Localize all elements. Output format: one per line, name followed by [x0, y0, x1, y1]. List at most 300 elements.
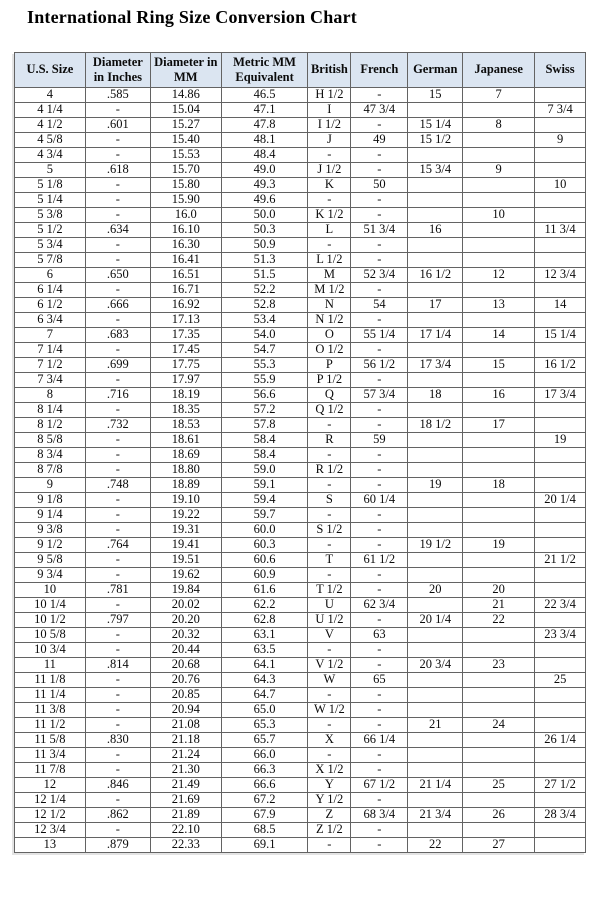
- table-cell: 23: [463, 657, 535, 672]
- table-cell: -: [351, 507, 408, 522]
- table-cell: -: [85, 207, 150, 222]
- table-cell: [535, 402, 586, 417]
- table-cell: I 1/2: [308, 117, 351, 132]
- table-cell: 16.71: [150, 282, 221, 297]
- table-cell: 11 1/8: [15, 672, 86, 687]
- table-cell: [463, 462, 535, 477]
- table-cell: -: [351, 342, 408, 357]
- table-cell: L: [308, 222, 351, 237]
- table-cell: -: [85, 432, 150, 447]
- table-cell: 50.3: [221, 222, 308, 237]
- table-cell: R: [308, 432, 351, 447]
- table-cell: [535, 207, 586, 222]
- table-row: [15, 192, 586, 207]
- table-cell: [463, 642, 535, 657]
- table-cell: [463, 147, 535, 162]
- table-cell: .764: [85, 537, 150, 552]
- table-cell: R 1/2: [308, 462, 351, 477]
- table-cell: 15: [463, 357, 535, 372]
- table-row: [15, 252, 586, 267]
- table-cell: [408, 732, 463, 747]
- table-cell: .666: [85, 297, 150, 312]
- table-cell: -: [351, 282, 408, 297]
- table-cell: -: [351, 192, 408, 207]
- table-cell: 17 3/4: [408, 357, 463, 372]
- table-cell: 9 3/8: [15, 522, 86, 537]
- table-cell: [463, 222, 535, 237]
- table-cell: 7 1/2: [15, 357, 86, 372]
- table-cell: 16.0: [150, 207, 221, 222]
- table-cell: 17.35: [150, 327, 221, 342]
- table-cell: 17: [463, 417, 535, 432]
- table-cell: .830: [85, 732, 150, 747]
- table-cell: 21.08: [150, 717, 221, 732]
- table-cell: 62.2: [221, 597, 308, 612]
- table-cell: Z 1/2: [308, 822, 351, 837]
- table-cell: .879: [85, 837, 150, 852]
- table-cell: -: [351, 837, 408, 852]
- table-cell: 17: [408, 297, 463, 312]
- table-body: [15, 87, 586, 852]
- table-cell: 68 3/4: [351, 807, 408, 822]
- table-row: [15, 162, 586, 177]
- table-cell: [408, 252, 463, 267]
- table-cell: 49.6: [221, 192, 308, 207]
- table-cell: 20: [408, 582, 463, 597]
- table-cell: 14.86: [150, 87, 221, 102]
- table-cell: 8 1/4: [15, 402, 86, 417]
- column-header-1: Diameter in Inches: [85, 53, 150, 88]
- table-cell: 16: [408, 222, 463, 237]
- table-cell: [535, 162, 586, 177]
- table-cell: 50.0: [221, 207, 308, 222]
- table-cell: 54.0: [221, 327, 308, 342]
- table-cell: 8: [463, 117, 535, 132]
- table-cell: M 1/2: [308, 282, 351, 297]
- table-row: [15, 492, 586, 507]
- table-cell: [535, 537, 586, 552]
- table-cell: 15.70: [150, 162, 221, 177]
- table-cell: S: [308, 492, 351, 507]
- table-cell: 59.1: [221, 477, 308, 492]
- table-cell: 4 3/4: [15, 147, 86, 162]
- table-row: [15, 582, 586, 597]
- table-cell: 64.3: [221, 672, 308, 687]
- table-cell: 7 3/4: [15, 372, 86, 387]
- table-cell: 25: [463, 777, 535, 792]
- table-cell: [535, 372, 586, 387]
- table-cell: 9 1/2: [15, 537, 86, 552]
- table-cell: 66.6: [221, 777, 308, 792]
- table-cell: [535, 822, 586, 837]
- table-cell: 62.8: [221, 612, 308, 627]
- table-cell: [463, 522, 535, 537]
- table-row: [15, 672, 586, 687]
- table-cell: [408, 552, 463, 567]
- table-cell: 64.1: [221, 657, 308, 672]
- table-cell: -: [308, 567, 351, 582]
- table-cell: [535, 687, 586, 702]
- table-cell: -: [308, 147, 351, 162]
- table-cell: [463, 192, 535, 207]
- table-cell: 67.9: [221, 807, 308, 822]
- table-cell: -: [351, 462, 408, 477]
- table-cell: -: [351, 537, 408, 552]
- table-cell: -: [85, 447, 150, 462]
- table-cell: 55.3: [221, 357, 308, 372]
- table-cell: 14: [535, 297, 586, 312]
- table-cell: 65.3: [221, 717, 308, 732]
- table-cell: -: [85, 132, 150, 147]
- table-cell: 11: [15, 657, 86, 672]
- table-cell: 26: [463, 807, 535, 822]
- table-cell: -: [85, 462, 150, 477]
- table-cell: 15.90: [150, 192, 221, 207]
- table-cell: 5 1/2: [15, 222, 86, 237]
- table-row: [15, 657, 586, 672]
- table-cell: 20.76: [150, 672, 221, 687]
- table-cell: -: [351, 822, 408, 837]
- table-cell: 62 3/4: [351, 597, 408, 612]
- table-cell: 7 3/4: [535, 102, 586, 117]
- table-cell: 21 3/4: [408, 807, 463, 822]
- table-cell: 27: [463, 837, 535, 852]
- table-cell: -: [85, 252, 150, 267]
- table-cell: [463, 312, 535, 327]
- table-cell: 6 1/4: [15, 282, 86, 297]
- table-row: [15, 387, 586, 402]
- table-row: [15, 522, 586, 537]
- table-cell: 21: [408, 717, 463, 732]
- table-cell: -: [308, 837, 351, 852]
- table-cell: 22.10: [150, 822, 221, 837]
- table-cell: -: [351, 762, 408, 777]
- table-cell: W: [308, 672, 351, 687]
- table-cell: -: [85, 102, 150, 117]
- table-row: [15, 717, 586, 732]
- table-cell: [535, 147, 586, 162]
- table-cell: 20.32: [150, 627, 221, 642]
- table-row: [15, 267, 586, 282]
- table-cell: -: [351, 312, 408, 327]
- table-cell: [463, 792, 535, 807]
- table-cell: 9: [15, 477, 86, 492]
- table-cell: -: [351, 447, 408, 462]
- table-cell: 54: [351, 297, 408, 312]
- table-cell: 11 3/8: [15, 702, 86, 717]
- table-row: [15, 312, 586, 327]
- table-cell: J 1/2: [308, 162, 351, 177]
- table-cell: 15.40: [150, 132, 221, 147]
- table-row: [15, 837, 586, 852]
- table-cell: 15 1/4: [408, 117, 463, 132]
- table-cell: -: [351, 252, 408, 267]
- table-cell: 7 1/4: [15, 342, 86, 357]
- table-cell: -: [85, 567, 150, 582]
- table-cell: [408, 312, 463, 327]
- table-cell: 12 3/4: [535, 267, 586, 282]
- table-cell: 18.69: [150, 447, 221, 462]
- table-row: [15, 747, 586, 762]
- table-cell: 19.31: [150, 522, 221, 537]
- table-cell: 11 1/2: [15, 717, 86, 732]
- table-row: [15, 372, 586, 387]
- table-row: [15, 792, 586, 807]
- table-cell: [408, 282, 463, 297]
- table-cell: [535, 702, 586, 717]
- table-cell: 51.5: [221, 267, 308, 282]
- table-cell: 10 5/8: [15, 627, 86, 642]
- table-cell: [535, 837, 586, 852]
- table-cell: [463, 252, 535, 267]
- table-cell: [408, 447, 463, 462]
- table-cell: 11 1/4: [15, 687, 86, 702]
- table-cell: -: [308, 192, 351, 207]
- table-row: [15, 687, 586, 702]
- table-cell: 8 3/4: [15, 447, 86, 462]
- table-cell: [408, 792, 463, 807]
- table-cell: .814: [85, 657, 150, 672]
- table-cell: -: [351, 477, 408, 492]
- table-cell: -: [85, 672, 150, 687]
- table-cell: 65: [351, 672, 408, 687]
- table-cell: -: [308, 642, 351, 657]
- table-cell: 5 7/8: [15, 252, 86, 267]
- table-cell: 4 5/8: [15, 132, 86, 147]
- table-cell: 54.7: [221, 342, 308, 357]
- table-cell: -: [351, 687, 408, 702]
- table-cell: -: [85, 597, 150, 612]
- table-cell: [463, 402, 535, 417]
- table-cell: .797: [85, 612, 150, 627]
- table-cell: -: [85, 627, 150, 642]
- table-cell: [408, 627, 463, 642]
- table-cell: -: [351, 747, 408, 762]
- table-cell: 46.5: [221, 87, 308, 102]
- table-cell: -: [351, 87, 408, 102]
- table-row: [15, 222, 586, 237]
- table-cell: 12: [15, 777, 86, 792]
- table-cell: 20 1/4: [408, 612, 463, 627]
- table-cell: W 1/2: [308, 702, 351, 717]
- header-row: [15, 53, 586, 88]
- column-header-5: French: [351, 53, 408, 88]
- table-cell: [408, 207, 463, 222]
- table-cell: 12 1/2: [15, 807, 86, 822]
- table-cell: [408, 177, 463, 192]
- table-cell: 21.18: [150, 732, 221, 747]
- table-cell: 22.33: [150, 837, 221, 852]
- table-cell: [463, 567, 535, 582]
- table-cell: 9 1/4: [15, 507, 86, 522]
- table-cell: [408, 492, 463, 507]
- table-cell: 57 3/4: [351, 387, 408, 402]
- table-cell: [408, 687, 463, 702]
- table-cell: 47 3/4: [351, 102, 408, 117]
- table-cell: 18.53: [150, 417, 221, 432]
- table-cell: [463, 492, 535, 507]
- table-cell: O: [308, 327, 351, 342]
- table-cell: [463, 282, 535, 297]
- table-cell: [408, 762, 463, 777]
- table-cell: 15 1/2: [408, 132, 463, 147]
- ring-size-table-container: [14, 52, 586, 853]
- table-cell: 17.75: [150, 357, 221, 372]
- table-cell: 17.13: [150, 312, 221, 327]
- table-cell: 6: [15, 267, 86, 282]
- table-cell: -: [85, 177, 150, 192]
- table-cell: 5 3/8: [15, 207, 86, 222]
- table-cell: 18.89: [150, 477, 221, 492]
- table-cell: T: [308, 552, 351, 567]
- table-cell: 21.89: [150, 807, 221, 822]
- table-cell: [408, 432, 463, 447]
- table-cell: 8 1/2: [15, 417, 86, 432]
- table-cell: 6 3/4: [15, 312, 86, 327]
- table-cell: 16.10: [150, 222, 221, 237]
- table-cell: 59.4: [221, 492, 308, 507]
- table-cell: -: [85, 492, 150, 507]
- table-row: [15, 177, 586, 192]
- table-cell: [535, 87, 586, 102]
- table-cell: [408, 402, 463, 417]
- table-cell: 21: [463, 597, 535, 612]
- table-cell: 18.80: [150, 462, 221, 477]
- table-cell: -: [308, 477, 351, 492]
- page-title: International Ring Size Conversion Chart: [27, 7, 358, 27]
- table-cell: -: [351, 417, 408, 432]
- table-cell: 8: [15, 387, 86, 402]
- table-cell: .862: [85, 807, 150, 822]
- table-cell: 19.84: [150, 582, 221, 597]
- table-cell: [408, 342, 463, 357]
- table-cell: .601: [85, 117, 150, 132]
- table-cell: [535, 642, 586, 657]
- table-cell: [408, 747, 463, 762]
- table-cell: 5 1/4: [15, 192, 86, 207]
- table-cell: [463, 342, 535, 357]
- table-cell: 19.22: [150, 507, 221, 522]
- table-cell: 7: [463, 87, 535, 102]
- table-cell: 16 1/2: [408, 267, 463, 282]
- table-cell: 60.3: [221, 537, 308, 552]
- table-cell: 20.85: [150, 687, 221, 702]
- table-cell: 10: [463, 207, 535, 222]
- table-cell: [408, 507, 463, 522]
- table-row: [15, 147, 586, 162]
- table-cell: 11 5/8: [15, 732, 86, 747]
- table-cell: 20: [463, 582, 535, 597]
- table-cell: 24: [463, 717, 535, 732]
- table-cell: 58.4: [221, 432, 308, 447]
- table-cell: .748: [85, 477, 150, 492]
- table-cell: 16.41: [150, 252, 221, 267]
- column-header-3: Metric MM Equivalent: [221, 53, 308, 88]
- table-row: [15, 537, 586, 552]
- table-cell: 15.53: [150, 147, 221, 162]
- table-cell: [463, 627, 535, 642]
- table-row: [15, 207, 586, 222]
- table-cell: K: [308, 177, 351, 192]
- table-cell: K 1/2: [308, 207, 351, 222]
- table-cell: -: [85, 282, 150, 297]
- table-cell: 21.30: [150, 762, 221, 777]
- table-cell: -: [351, 372, 408, 387]
- table-cell: [535, 522, 586, 537]
- table-cell: 63.5: [221, 642, 308, 657]
- table-cell: 21.24: [150, 747, 221, 762]
- table-cell: 55 1/4: [351, 327, 408, 342]
- table-cell: -: [85, 552, 150, 567]
- table-cell: [535, 312, 586, 327]
- table-cell: -: [351, 717, 408, 732]
- table-cell: [535, 582, 586, 597]
- table-cell: [408, 822, 463, 837]
- table-cell: 4 1/2: [15, 117, 86, 132]
- table-cell: [408, 522, 463, 537]
- table-cell: 12: [463, 267, 535, 282]
- table-cell: 16: [463, 387, 535, 402]
- table-cell: [463, 132, 535, 147]
- table-cell: .732: [85, 417, 150, 432]
- table-cell: 9 5/8: [15, 552, 86, 567]
- table-cell: -: [351, 402, 408, 417]
- table-cell: -: [351, 207, 408, 222]
- table-cell: [535, 657, 586, 672]
- table-row: [15, 702, 586, 717]
- table-cell: Q: [308, 387, 351, 402]
- table-row: [15, 807, 586, 822]
- table-cell: -: [308, 447, 351, 462]
- table-row: [15, 237, 586, 252]
- table-cell: 48.1: [221, 132, 308, 147]
- table-cell: 52.8: [221, 297, 308, 312]
- table-cell: 51 3/4: [351, 222, 408, 237]
- table-cell: 15: [408, 87, 463, 102]
- table-cell: -: [85, 822, 150, 837]
- table-cell: [408, 672, 463, 687]
- table-cell: 49.3: [221, 177, 308, 192]
- table-cell: 50.9: [221, 237, 308, 252]
- table-cell: 11 3/4: [535, 222, 586, 237]
- table-cell: [408, 192, 463, 207]
- table-cell: 10 3/4: [15, 642, 86, 657]
- table-cell: 19: [463, 537, 535, 552]
- table-cell: 59: [351, 432, 408, 447]
- table-cell: .683: [85, 327, 150, 342]
- table-cell: [535, 477, 586, 492]
- table-cell: -: [351, 117, 408, 132]
- table-cell: 66 1/4: [351, 732, 408, 747]
- table-cell: 47.1: [221, 102, 308, 117]
- table-cell: 15 3/4: [408, 162, 463, 177]
- table-cell: -: [85, 687, 150, 702]
- table-cell: 17.97: [150, 372, 221, 387]
- table-cell: 19: [535, 432, 586, 447]
- table-cell: [408, 702, 463, 717]
- column-header-2: Diameter in MM: [150, 53, 221, 88]
- table-cell: 12 1/4: [15, 792, 86, 807]
- table-cell: 66.3: [221, 762, 308, 777]
- table-row: [15, 552, 586, 567]
- table-cell: X 1/2: [308, 762, 351, 777]
- table-row: [15, 357, 586, 372]
- table-cell: M: [308, 267, 351, 282]
- table-row: [15, 567, 586, 582]
- table-cell: [463, 672, 535, 687]
- table-cell: -: [308, 747, 351, 762]
- table-cell: 18.19: [150, 387, 221, 402]
